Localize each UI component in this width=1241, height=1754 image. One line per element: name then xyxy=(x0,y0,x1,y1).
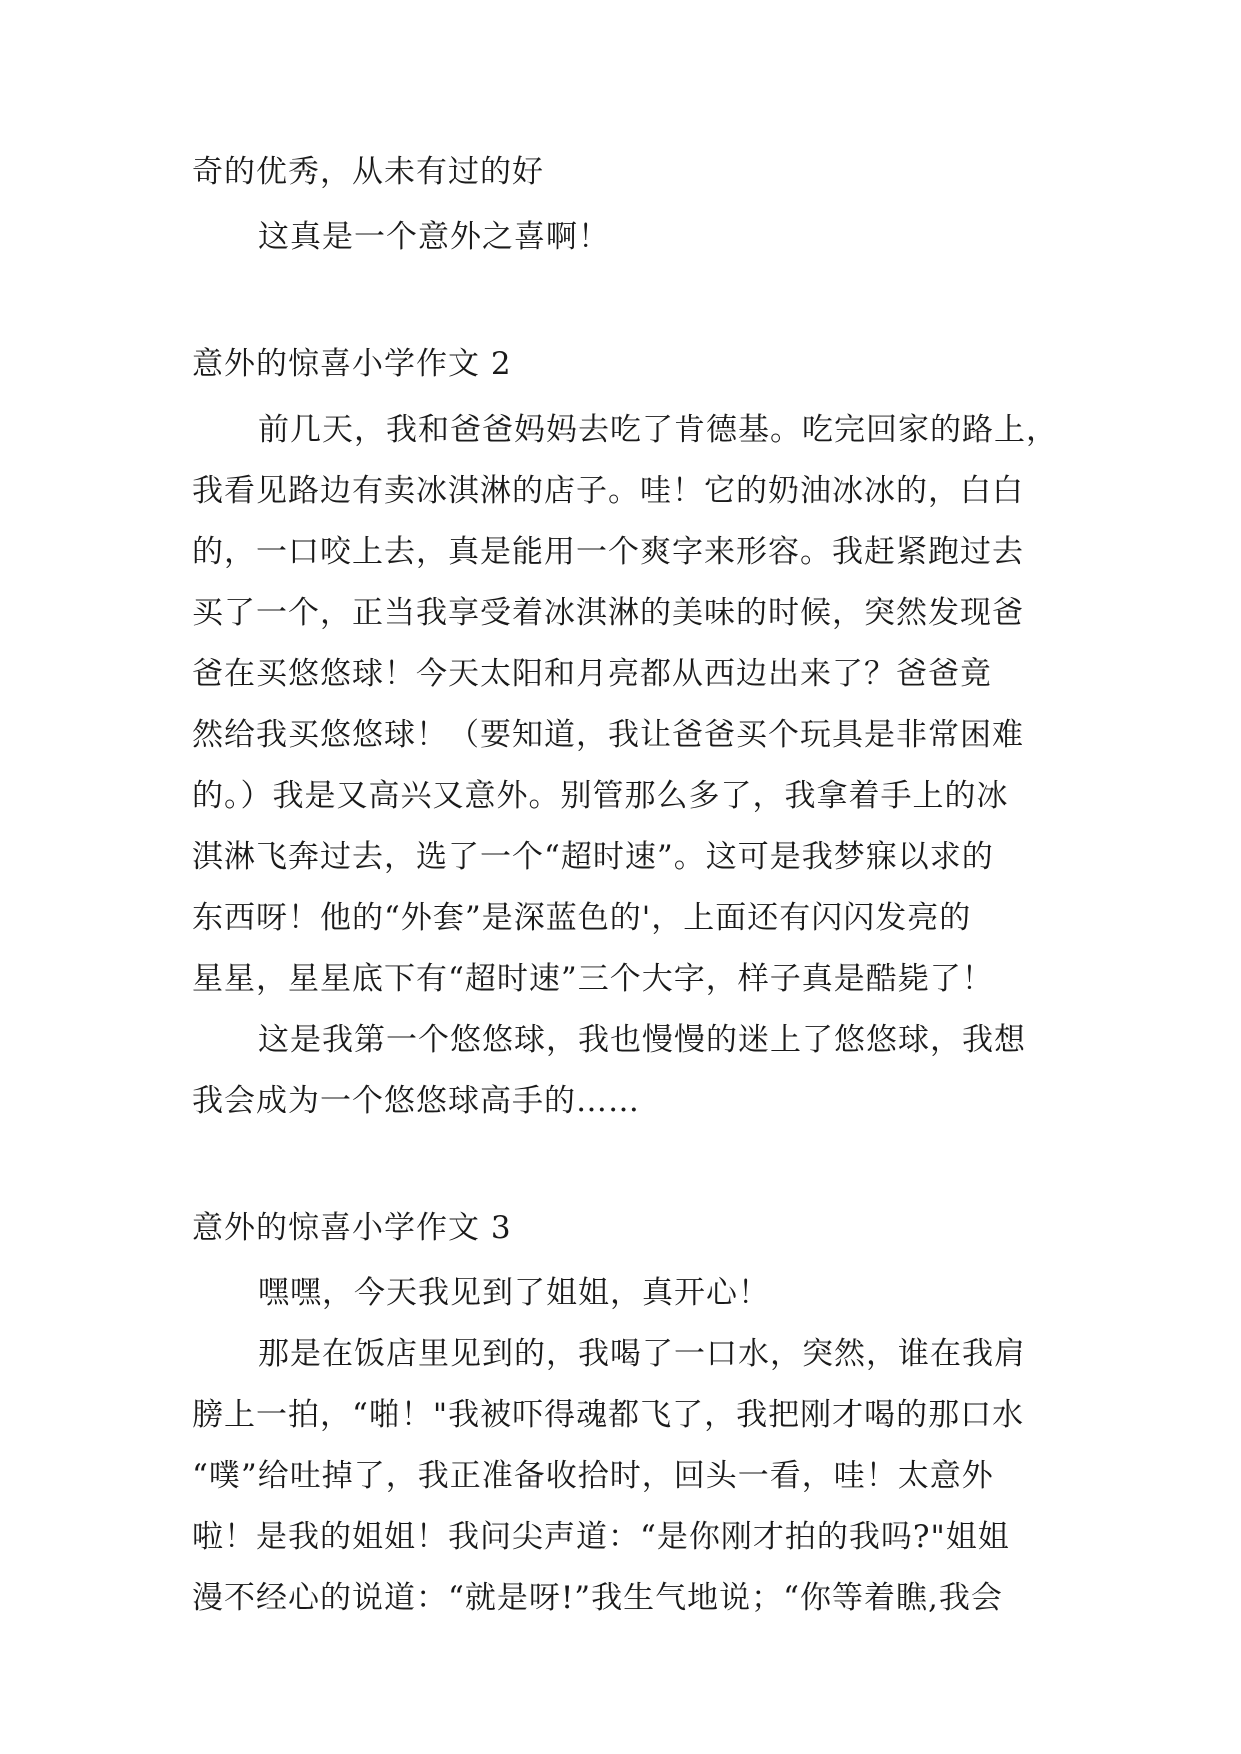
paragraph-line: 东西呀！他的“外套”是深蓝色的'，上面还有闪闪发亮的 xyxy=(192,900,972,936)
paragraph-line: 嘿嘿，今天我见到了姐姐，真开心！ xyxy=(258,1275,770,1311)
paragraph-line: 这是我第一个悠悠球，我也慢慢的迷上了悠悠球，我想 xyxy=(258,1022,1026,1058)
paragraph-line: “噗”给吐掉了，我正准备收拾时，回头一看，哇！太意外 xyxy=(192,1458,994,1494)
paragraph-line: 那是在饭店里见到的，我喝了一口水，突然，谁在我肩 xyxy=(258,1336,1026,1372)
paragraph-line: 的。）我是又高兴又意外。别管那么多了，我拿着手上的冰 xyxy=(192,778,1009,814)
paragraph-line: 膀上一拍，“啪！"我被吓得魂都飞了，我把刚才喝的那口水 xyxy=(192,1397,1025,1433)
paragraph-line: 然给我买悠悠球！（要知道，我让爸爸买个玩具是非常困难 xyxy=(192,717,1024,753)
paragraph-line: 买了一个，正当我享受着冰淇淋的美味的时候，突然发现爸 xyxy=(192,595,1024,631)
paragraph-line: 我看见路边有卖冰淇淋的店子。哇！它的奶油冰冰的，白白 xyxy=(192,473,1024,509)
paragraph-line: 漫不经心的说道：“就是呀!”我生气地说；“你等着瞧,我会 xyxy=(192,1580,1003,1616)
paragraph-line: 我会成为一个悠悠球高手的…… xyxy=(192,1083,640,1119)
paragraph-line: 奇的优秀，从未有过的好 xyxy=(192,154,544,190)
paragraph-line: 前几天，我和爸爸妈妈去吃了肯德基。吃完回家的路上， xyxy=(258,412,1058,448)
paragraph-line: 爸在买悠悠球！今天太阳和月亮都从西边出来了？爸爸竟 xyxy=(192,656,992,692)
paragraph-line: 啦！是我的姐姐！我问尖声道：“是你刚才拍的我吗?"姐姐 xyxy=(192,1519,1010,1555)
section-heading: 意外的惊喜小学作文 3 xyxy=(192,1210,512,1246)
paragraph-line: 星星，星星底下有“超时速”三个大字，样子真是酷毙了！ xyxy=(192,961,994,997)
paragraph-line: 这真是一个意外之喜啊！ xyxy=(258,219,610,255)
paragraph-line: 的，一口咬上去，真是能用一个爽字来形容。我赶紧跑过去 xyxy=(192,534,1024,570)
paragraph-line: 淇淋飞奔过去，选了一个“超时速”。这可是我梦寐以求的 xyxy=(192,839,994,875)
section-heading: 意外的惊喜小学作文 2 xyxy=(192,346,512,382)
